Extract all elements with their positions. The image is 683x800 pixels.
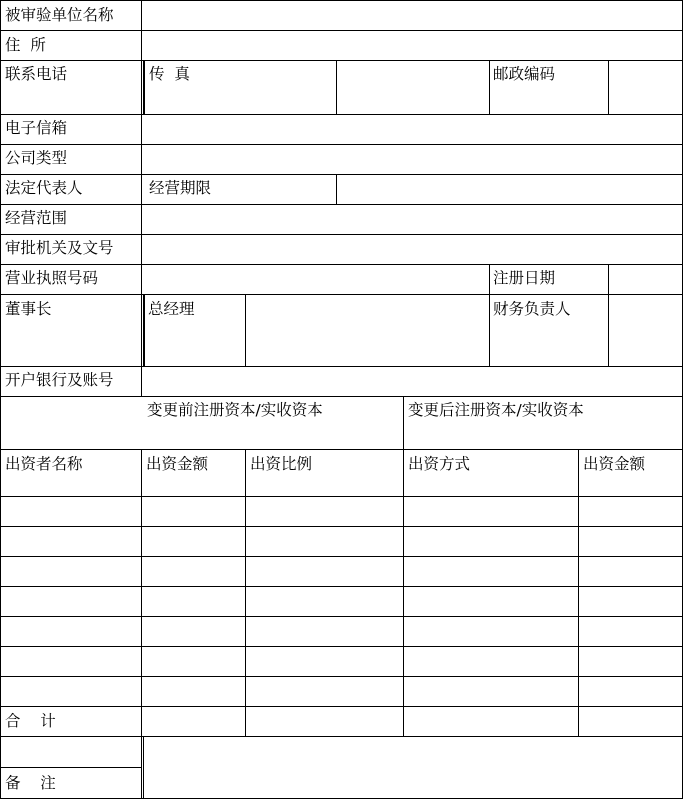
email-label: 电子信箱 [5,119,68,137]
entity-name-field[interactable] [142,1,682,30]
v-line-label-col [141,449,142,799]
h-line [0,496,683,497]
h-line-remarks-divider [0,767,142,768]
finance-head-field[interactable] [609,295,682,366]
general-manager-label: 总经理 [148,300,195,318]
h-line [0,616,683,617]
h-line-bottom [0,798,683,799]
fax-field[interactable] [337,61,489,114]
v-line-left [0,0,1,799]
v-line [245,449,246,736]
remarks-field[interactable] [144,737,682,798]
postcode-label: 邮政编码 [493,65,556,83]
business-term-label: 经营期限 [149,179,212,197]
legal-rep-label: 法定代表人 [5,179,83,197]
total-label: 合 计 [5,712,56,730]
bank-field[interactable] [142,367,682,396]
phone-label: 联系电话 [5,65,68,83]
v-line [489,264,490,366]
h-line [0,586,683,587]
after-capital-label: 变更后注册资本/实收资本 [408,401,584,419]
approval-field[interactable] [142,235,682,264]
before-capital-label: 变更前注册资本/实收资本 [147,401,323,419]
h-line [0,526,683,527]
phone-field[interactable] [1,84,141,114]
method-label: 出资方式 [408,455,471,473]
address-field[interactable] [142,31,682,60]
v-line-thick [143,294,145,366]
business-scope-field[interactable] [142,205,682,234]
license-no-field[interactable] [142,265,489,294]
company-type-field[interactable] [142,145,682,174]
amount-after-label: 出资金额 [583,455,646,473]
amount-before-label: 出资金额 [146,455,209,473]
finance-head-label: 财务负责人 [493,300,571,318]
h-line [0,646,683,647]
email-field[interactable] [142,115,682,144]
business-term-field[interactable] [337,175,682,204]
address-label: 住 所 [5,36,46,54]
h-line [0,676,683,677]
bank-label: 开户银行及账号 [5,371,114,389]
v-line [403,396,404,736]
h-line [0,396,683,397]
h-line [0,449,683,450]
ratio-label: 出资比例 [250,455,313,473]
chairman-label: 董事长 [5,300,52,318]
remarks-label: 备 注 [5,774,56,792]
approval-label: 审批机关及文号 [5,239,114,257]
v-line-thick [143,60,145,114]
v-line [489,60,490,114]
company-type-label: 公司类型 [5,149,68,167]
general-manager-field[interactable] [246,295,489,366]
investor-name-label: 出资者名称 [5,455,83,473]
v-line [578,449,579,736]
business-scope-label: 经营范围 [5,209,68,227]
h-line [0,706,683,707]
postcode-field[interactable] [609,61,682,114]
fax-label: 传 真 [149,65,190,83]
license-no-label: 营业执照号码 [5,269,99,287]
reg-date-label: 注册日期 [493,269,556,287]
reg-date-field[interactable] [609,265,682,294]
h-line [0,556,683,557]
entity-name-label: 被审验单位名称 [5,6,114,24]
